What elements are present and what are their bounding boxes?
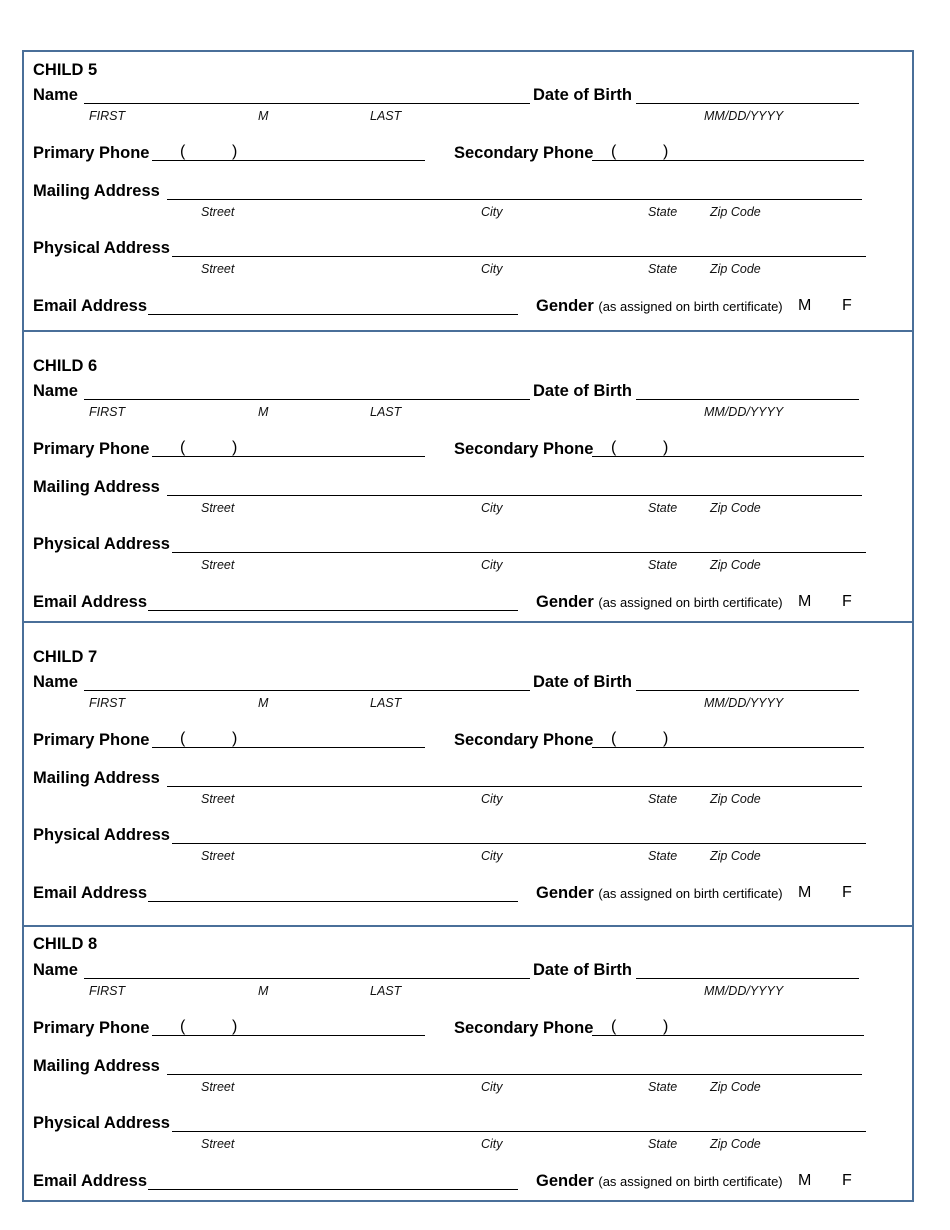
area-code-open: (	[611, 1018, 617, 1035]
city-caption: City	[481, 1080, 503, 1094]
dob-format-caption: MM/DD/YYYY	[704, 696, 784, 710]
mailing-address-label: Mailing Address	[33, 1057, 160, 1075]
name-label: Name	[33, 961, 78, 979]
secondary-phone-field[interactable]	[592, 747, 864, 748]
gender-female-option[interactable]: F	[842, 297, 852, 314]
physical-address-field[interactable]	[172, 256, 866, 257]
gender-male-option[interactable]: M	[798, 1172, 812, 1189]
city-caption: City	[481, 262, 503, 276]
mailing-address-label: Mailing Address	[33, 478, 160, 496]
dob-field[interactable]	[636, 690, 859, 691]
email-field[interactable]	[148, 901, 518, 902]
email-field[interactable]	[148, 1189, 518, 1190]
mailing-address-label: Mailing Address	[33, 182, 160, 200]
gender-label-text: Gender	[536, 1172, 594, 1190]
gender-label	[536, 592, 783, 613]
name-field[interactable]	[84, 103, 530, 104]
secondary-phone-label: Secondary Phone	[454, 440, 594, 458]
gender-label	[536, 883, 783, 904]
section-title: CHILD 5	[33, 61, 98, 79]
dob-field[interactable]	[636, 103, 859, 104]
street-caption: Street	[201, 558, 235, 572]
primary-phone-label: Primary Phone	[33, 144, 150, 162]
email-label: Email Address	[33, 593, 148, 611]
first-caption: FIRST	[89, 696, 126, 710]
form-frame	[22, 50, 914, 1202]
first-caption: FIRST	[89, 984, 126, 998]
section-title: CHILD 6	[33, 357, 98, 375]
state-caption: State	[648, 1080, 678, 1094]
secondary-phone-field[interactable]	[592, 160, 864, 161]
email-field[interactable]	[148, 314, 518, 315]
gender-male-option[interactable]: M	[798, 593, 812, 610]
gender-female-option[interactable]: F	[842, 593, 852, 610]
state-caption: State	[648, 262, 678, 276]
gender-male-option[interactable]: M	[798, 884, 812, 901]
name-field[interactable]	[84, 978, 530, 979]
gender-label	[536, 1171, 783, 1192]
gender-note: (as assigned on birth certificate)	[598, 595, 783, 610]
mailing-address-field[interactable]	[167, 786, 862, 787]
gender-note: (as assigned on birth certificate)	[598, 299, 783, 314]
state-caption: State	[648, 558, 678, 572]
name-label: Name	[33, 382, 78, 400]
area-code-close: )	[232, 143, 238, 160]
street-caption: Street	[201, 205, 235, 219]
area-code-open: (	[180, 1018, 186, 1035]
city-caption: City	[481, 1137, 503, 1151]
state-caption: State	[648, 501, 678, 515]
zip-caption: Zip Code	[710, 849, 761, 863]
area-code-open: (	[180, 439, 186, 456]
street-caption: Street	[201, 501, 235, 515]
email-label: Email Address	[33, 884, 148, 902]
street-caption: Street	[201, 1137, 235, 1151]
zip-caption: Zip Code	[710, 262, 761, 276]
physical-address-label: Physical Address	[33, 1114, 170, 1132]
secondary-phone-field[interactable]	[592, 1035, 864, 1036]
mailing-address-label: Mailing Address	[33, 769, 160, 787]
city-caption: City	[481, 849, 503, 863]
zip-caption: Zip Code	[710, 1080, 761, 1094]
physical-address-label: Physical Address	[33, 535, 170, 553]
primary-phone-field[interactable]	[152, 456, 425, 457]
physical-address-field[interactable]	[172, 552, 866, 553]
secondary-phone-label: Secondary Phone	[454, 1019, 594, 1037]
physical-address-label: Physical Address	[33, 826, 170, 844]
middle-caption: M	[258, 984, 269, 998]
mailing-address-field[interactable]	[167, 1074, 862, 1075]
name-label: Name	[33, 673, 78, 691]
child-section	[24, 52, 912, 330]
city-caption: City	[481, 792, 503, 806]
last-caption: LAST	[370, 696, 402, 710]
city-caption: City	[481, 205, 503, 219]
secondary-phone-label: Secondary Phone	[454, 144, 594, 162]
gender-male-option[interactable]: M	[798, 297, 812, 314]
area-code-close: )	[232, 439, 238, 456]
zip-caption: Zip Code	[710, 1137, 761, 1151]
primary-phone-field[interactable]	[152, 1035, 425, 1036]
secondary-phone-label: Secondary Phone	[454, 731, 594, 749]
area-code-open: (	[611, 439, 617, 456]
area-code-close: )	[663, 730, 669, 747]
state-caption: State	[648, 849, 678, 863]
physical-address-label: Physical Address	[33, 239, 170, 257]
dob-format-caption: MM/DD/YYYY	[704, 405, 784, 419]
gender-label-text: Gender	[536, 297, 594, 315]
primary-phone-field[interactable]	[152, 747, 425, 748]
child-section	[24, 925, 912, 1203]
zip-caption: Zip Code	[710, 205, 761, 219]
middle-caption: M	[258, 696, 269, 710]
area-code-open: (	[611, 730, 617, 747]
street-caption: Street	[201, 1080, 235, 1094]
dob-format-caption: MM/DD/YYYY	[704, 984, 784, 998]
name-label: Name	[33, 86, 78, 104]
gender-female-option[interactable]: F	[842, 884, 852, 901]
dob-format-caption: MM/DD/YYYY	[704, 109, 784, 123]
name-field[interactable]	[84, 399, 530, 400]
area-code-close: )	[232, 1018, 238, 1035]
dob-field[interactable]	[636, 399, 859, 400]
gender-female-option[interactable]: F	[842, 1172, 852, 1189]
area-code-close: )	[663, 1018, 669, 1035]
dob-label: Date of Birth	[533, 86, 632, 104]
last-caption: LAST	[370, 984, 402, 998]
area-code-open: (	[180, 143, 186, 160]
middle-caption: M	[258, 405, 269, 419]
dob-label: Date of Birth	[533, 961, 632, 979]
dob-label: Date of Birth	[533, 673, 632, 691]
primary-phone-label: Primary Phone	[33, 731, 150, 749]
primary-phone-label: Primary Phone	[33, 1019, 150, 1037]
gender-note: (as assigned on birth certificate)	[598, 886, 783, 901]
area-code-open: (	[611, 143, 617, 160]
zip-caption: Zip Code	[710, 558, 761, 572]
email-field[interactable]	[148, 610, 518, 611]
area-code-close: )	[663, 143, 669, 160]
section-title: CHILD 7	[33, 648, 98, 666]
street-caption: Street	[201, 262, 235, 276]
first-caption: FIRST	[89, 109, 126, 123]
dob-label: Date of Birth	[533, 382, 632, 400]
email-label: Email Address	[33, 1172, 148, 1190]
area-code-close: )	[663, 439, 669, 456]
middle-caption: M	[258, 109, 269, 123]
physical-address-field[interactable]	[172, 843, 866, 844]
last-caption: LAST	[370, 405, 402, 419]
state-caption: State	[648, 205, 678, 219]
gender-label-text: Gender	[536, 884, 594, 902]
email-label: Email Address	[33, 297, 148, 315]
gender-label-text: Gender	[536, 593, 594, 611]
name-field[interactable]	[84, 690, 530, 691]
last-caption: LAST	[370, 109, 402, 123]
child-section	[24, 621, 912, 927]
street-caption: Street	[201, 849, 235, 863]
zip-caption: Zip Code	[710, 792, 761, 806]
primary-phone-label: Primary Phone	[33, 440, 150, 458]
section-title: CHILD 8	[33, 935, 98, 953]
physical-address-field[interactable]	[172, 1131, 866, 1132]
gender-label	[536, 296, 783, 317]
dob-field[interactable]	[636, 978, 859, 979]
city-caption: City	[481, 501, 503, 515]
gender-note: (as assigned on birth certificate)	[598, 1174, 783, 1189]
mailing-address-field[interactable]	[167, 495, 862, 496]
city-caption: City	[481, 558, 503, 572]
zip-caption: Zip Code	[710, 501, 761, 515]
primary-phone-field[interactable]	[152, 160, 425, 161]
child-section	[24, 330, 912, 623]
first-caption: FIRST	[89, 405, 126, 419]
area-code-open: (	[180, 730, 186, 747]
secondary-phone-field[interactable]	[592, 456, 864, 457]
street-caption: Street	[201, 792, 235, 806]
state-caption: State	[648, 792, 678, 806]
state-caption: State	[648, 1137, 678, 1151]
mailing-address-field[interactable]	[167, 199, 862, 200]
area-code-close: )	[232, 730, 238, 747]
